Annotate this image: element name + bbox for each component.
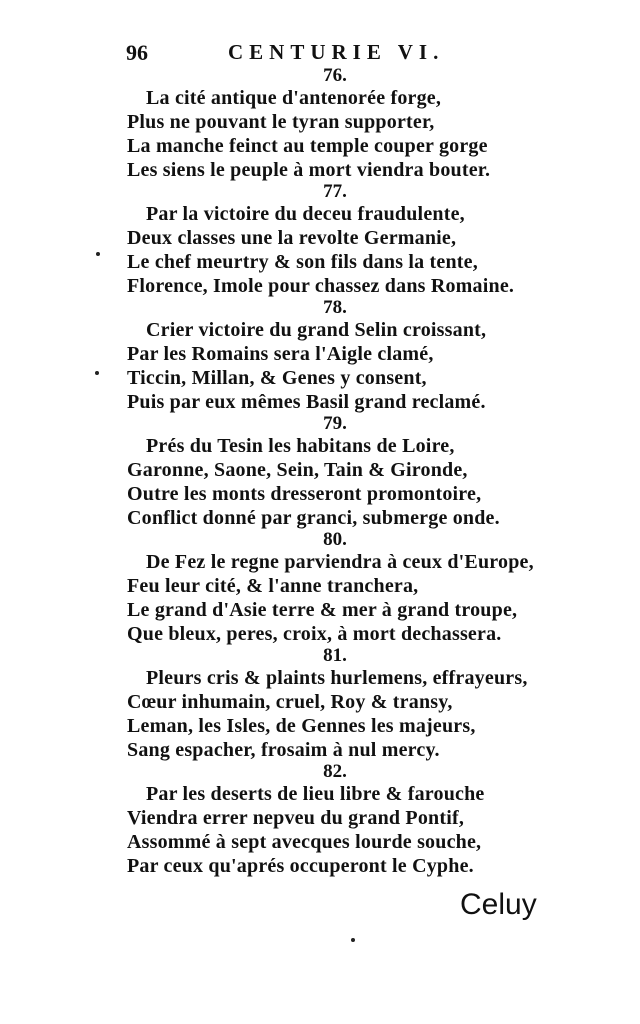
verse-line: Les siens le peuple à mort viendra bouter. [127,159,491,181]
quatrain-number: 80. [323,529,347,550]
verse-line: Feu leur cité, & l'anne tranchera, [127,575,419,597]
quatrain [0,298,640,414]
verse-line: Que bleux, peres, croix, à mort dechassera. [127,623,502,645]
verse-line: Crier victoire du grand Selin croissant, [146,319,487,341]
quatrain-number: 81. [323,645,347,666]
quatrain-number: 77. [323,181,347,202]
quatrain-number: 76. [323,65,347,86]
verse-line: Par les deserts de lieu libre & farouche [146,783,485,805]
verse-line: Sang espacher, frosaim à nul mercy. [127,739,440,761]
verse-line: Florence, Imole pour chassez dans Romaine. [127,275,515,297]
verse-line: Ticcin, Millan, & Genes y consent, [127,367,427,389]
quatrain [0,762,640,878]
verse-line: Puis par eux mêmes Basil grand reclamé. [127,391,486,413]
quatrain-number: 79. [323,413,347,434]
running-head: CENTURIE VI. [228,40,445,64]
quatrain [0,646,640,762]
catchword: Celuy [460,888,537,921]
verse-line: Conflict donné par granci, submerge onde. [127,507,500,529]
verse-line: Cœur inhumain, cruel, Roy & transy, [127,691,453,713]
quatrain [0,414,640,530]
quatrain [0,66,640,182]
ink-speck [95,371,99,375]
verse-line: La cité antique d'antenorée forge, [146,87,442,109]
verse-line: Le grand d'Asie terre & mer à grand troupe, [127,599,518,621]
quatrain-number: 78. [323,297,347,318]
verse-line: Prés du Tesin les habitans de Loire, [146,435,455,457]
quatrain [0,530,640,646]
page-number: 96 [126,40,148,65]
verse-line: Assommé à sept avecques lourde souche, [127,831,482,853]
verse-line: Pleurs cris & plaints hurlemens, effrayeurs, [146,667,528,689]
verse-line: Viendra errer nepveu du grand Pontif, [127,807,465,829]
verse-line: Outre les monts dresseront promontoire, [127,483,482,505]
verse-line: Leman, les Isles, de Gennes les majeurs, [127,715,476,737]
quatrain [0,182,640,298]
ink-speck [96,252,100,256]
quatrain-number: 82. [323,761,347,782]
verse-line: Par la victoire du deceu fraudulente, [146,203,465,225]
verse-line: Deux classes une la revolte Germanie, [127,227,457,249]
quatrains-block [0,66,640,878]
verse-line: De Fez le regne parviendra à ceux d'Europe, [146,551,534,573]
verse-line: Par ceux qu'aprés occuperont le Cyphe. [127,855,474,877]
verse-line: Garonne, Saone, Sein, Tain & Gironde, [127,459,468,481]
verse-line: La manche feinct au temple couper gorge [127,135,488,157]
verse-line: Le chef meurtry & son fils dans la tente, [127,251,478,273]
ink-speck [351,938,355,942]
verse-line: Par les Romains sera l'Aigle clamé, [127,343,434,365]
verse-line: Plus ne pouvant le tyran supporter, [127,111,435,133]
